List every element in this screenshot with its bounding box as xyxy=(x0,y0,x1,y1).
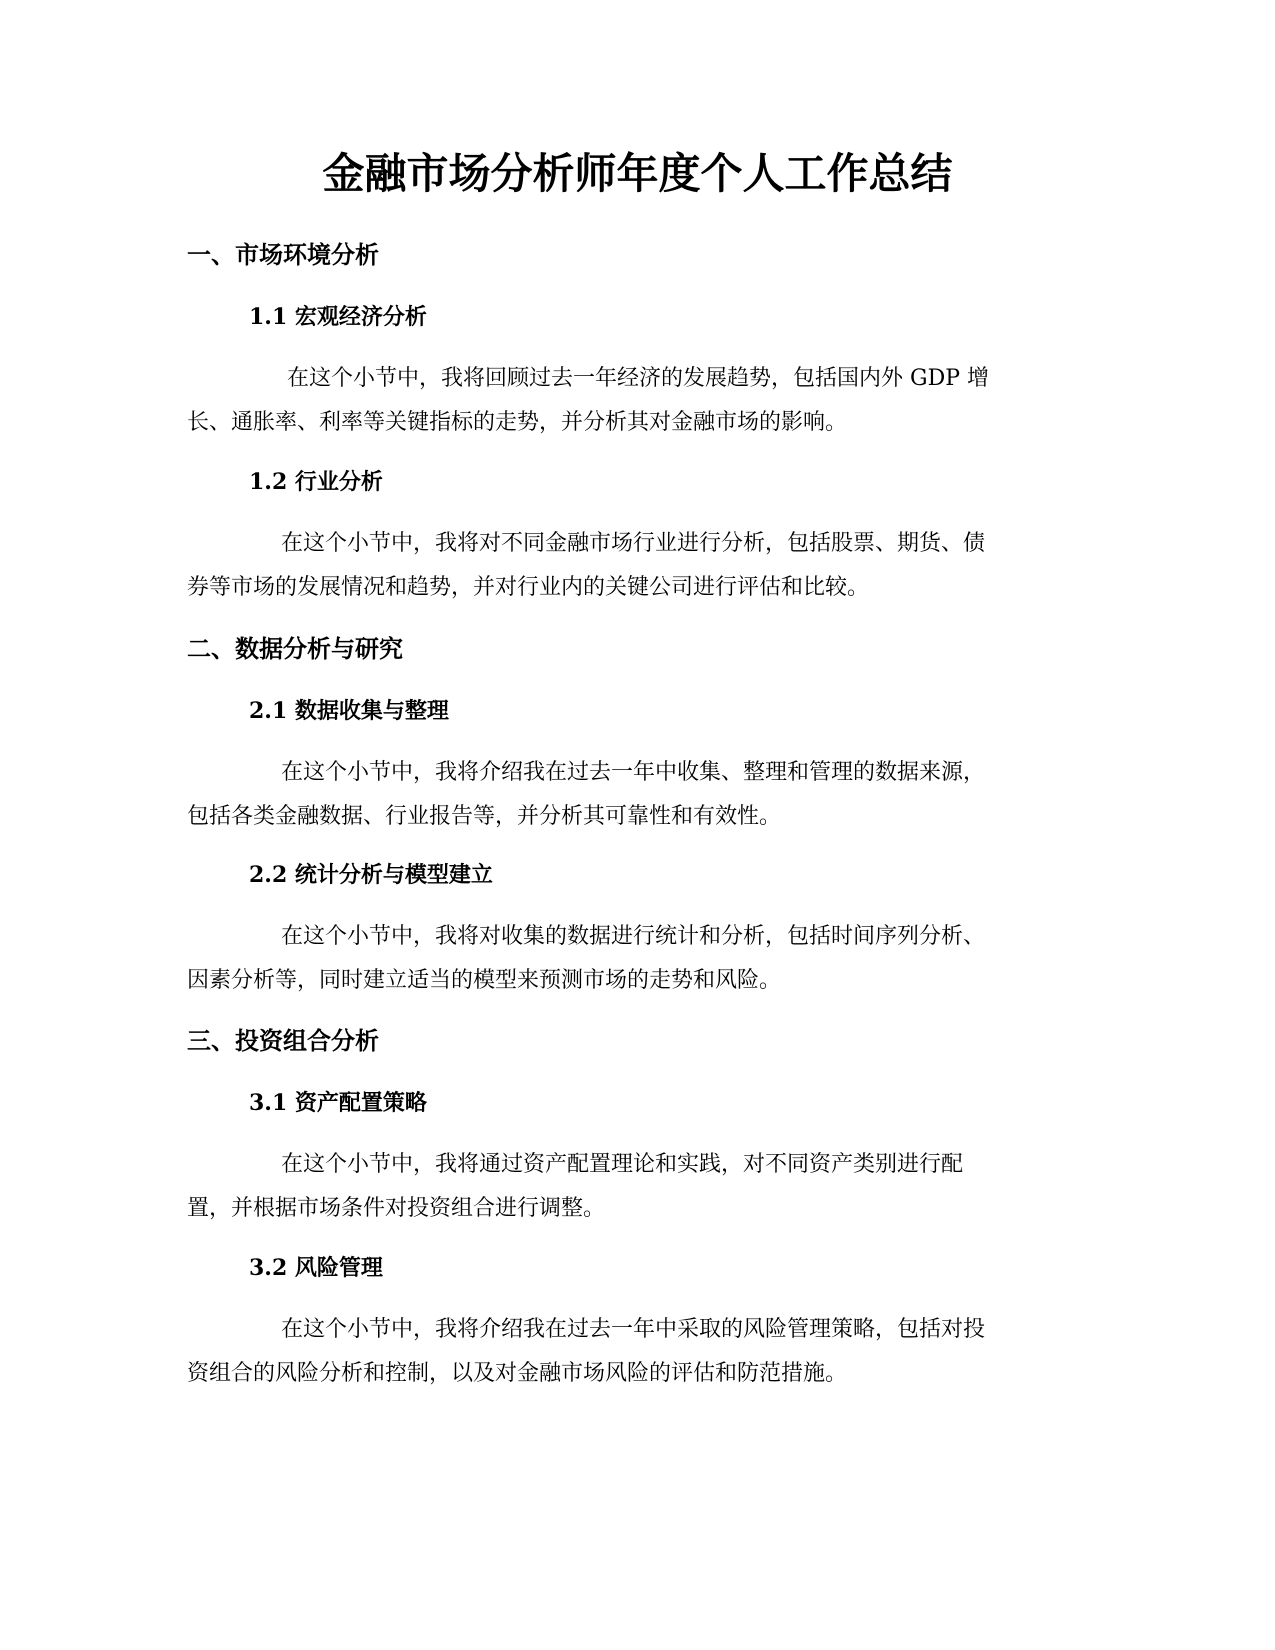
paragraph-line: 在这个小节中，我将通过资产配置理论和实践，对不同资产类别进行配 xyxy=(281,1152,964,1177)
subsection-heading-data-collection: 2.1 数据收集与整理 xyxy=(249,698,449,724)
paragraph-line: 长、通胀率、利率等关键指标的走势，并分析其对金融市场的影响。 xyxy=(187,410,848,435)
paragraph-asset-allocation xyxy=(187,1143,1077,1231)
paragraph-line: 在这个小节中，我将介绍我在过去一年中采取的风险管理策略，包括对投 xyxy=(281,1317,986,1342)
paragraph-macro-economy xyxy=(187,357,1077,445)
subsection-heading-macro-economy: 1.1 宏观经济分析 xyxy=(249,304,427,330)
paragraph-data-collection xyxy=(187,751,1077,839)
paragraph-line: 因素分析等，同时建立适当的模型来预测市场的走势和风险。 xyxy=(187,968,782,993)
section-heading-portfolio-analysis: 三、投资组合分析 xyxy=(187,1027,379,1055)
subsection-heading-risk-management: 3.2 风险管理 xyxy=(249,1255,383,1281)
paragraph-industry xyxy=(187,522,1077,610)
paragraph-line: 在这个小节中，我将对收集的数据进行统计和分析，包括时间序列分析、 xyxy=(281,924,986,949)
paragraph-statistical-modeling xyxy=(187,915,1077,1003)
subsection-heading-industry: 1.2 行业分析 xyxy=(249,469,383,495)
paragraph-risk-management xyxy=(187,1308,1077,1396)
paragraph-line: 资组合的风险分析和控制，以及对金融市场风险的评估和防范措施。 xyxy=(187,1361,848,1386)
document-title: 金融市场分析师年度个人工作总结 xyxy=(322,149,953,198)
paragraph-line: 包括各类金融数据、行业报告等，并分析其可靠性和有效性。 xyxy=(187,804,782,829)
section-heading-market-environment: 一、市场环境分析 xyxy=(187,241,379,269)
paragraph-line: 置，并根据市场条件对投资组合进行调整。 xyxy=(187,1196,606,1221)
subsection-heading-asset-allocation: 3.1 资产配置策略 xyxy=(249,1090,427,1116)
subsection-heading-statistical-modeling: 2.2 统计分析与模型建立 xyxy=(249,862,493,888)
paragraph-line: 在这个小节中，我将介绍我在过去一年中收集、整理和管理的数据来源， xyxy=(281,760,986,785)
paragraph-line: 在这个小节中，我将对不同金融市场行业进行分析，包括股票、期货、债 xyxy=(281,531,986,556)
paragraph-line: 券等市场的发展情况和趋势，并对行业内的关键公司进行评估和比较。 xyxy=(187,575,870,600)
paragraph-line: 在这个小节中，我将回顾过去一年经济的发展趋势，包括国内外 GDP 增 xyxy=(287,366,990,391)
section-heading-data-analysis: 二、数据分析与研究 xyxy=(187,635,403,663)
